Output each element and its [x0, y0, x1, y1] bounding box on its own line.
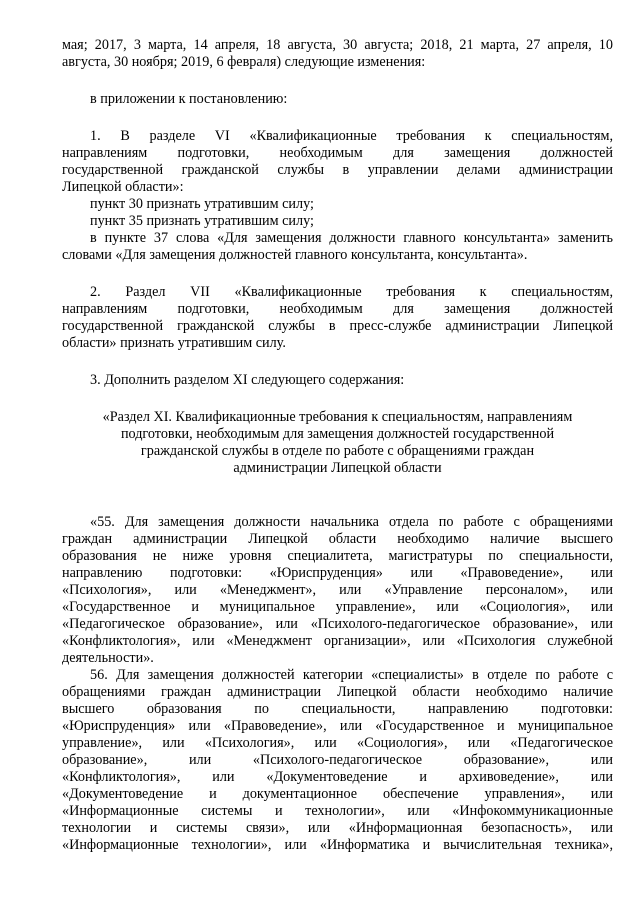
heading-line: подготовки, необходимым для замещения должностей государственной: [120, 426, 555, 442]
text-line: 56. Для замещения должностей категории «специалисты» в отделе по работе с: [90, 667, 613, 683]
text-line: «Информационные технологии», или «Информатика и вычислительная техника»,: [62, 837, 613, 853]
appendix-line: в приложении к постановлению:: [90, 91, 288, 107]
text-line: «55. Для замещения должности начальника отдела по работе с обращениями: [90, 514, 613, 530]
text-line: «Педагогическое образование», или «Психолого-педагогическое образование», или: [62, 616, 613, 632]
text-line: области» признать утратившим силу.: [62, 335, 286, 351]
spacer: [62, 264, 613, 284]
text-line: государственной гражданской службы в управлении делами администрации: [62, 162, 613, 178]
text-line: технологии и системы связи», или «Информационная безопасность», или: [62, 820, 613, 836]
text-line: «Информационные системы и технологии», или «Инфокоммуникационные: [62, 803, 613, 819]
subitem-line: пункт 30 признать утратившим силу;: [90, 196, 314, 212]
heading-line: гражданской службы в отделе по работе с обращениями граждан: [140, 443, 535, 459]
text-line: «Психология», или «Менеджмент», или «Управление персоналом», или: [62, 582, 613, 598]
section-heading: [62, 409, 613, 477]
heading-line: «Раздел XI. Квалификационные требования к специальностям, направлениям: [102, 409, 573, 425]
intro-paragraph: [62, 37, 613, 71]
text-line: обращениями граждан администрации Липецкой области необходимо наличие: [62, 684, 613, 700]
text-line: «Конфликтология», или «Документоведение и архивоведение», или: [62, 769, 613, 785]
text-line: августа, 30 ноября; 2019, 6 февраля) следующие изменения:: [62, 54, 426, 70]
subitem-line: в пункте 37 слова «Для замещения должности главного консультанта» заменить: [90, 230, 613, 246]
text-line: образование», или «Психолого-педагогическое образование», или: [62, 752, 613, 768]
text-line: мая; 2017, 3 марта, 14 апреля, 18 августа, 30 августа; 2018, 21 марта, 27 апреля, 10: [62, 37, 613, 53]
item-1: [62, 128, 613, 264]
text-line: направлениям подготовки, необходимым для замещения должностей: [62, 145, 613, 161]
text-line: направлению подготовки: «Юриспруденция» или «Правоведение», или: [62, 565, 613, 581]
paragraph-55: [62, 514, 613, 667]
spacer: [62, 389, 613, 409]
spacer: [62, 71, 613, 91]
text-line: «Конфликтология», или «Менеджмент организации», или «Психология служебной: [62, 633, 613, 649]
spacer: [62, 477, 613, 514]
text-line: государственной гражданской службы в пресс-службе администрации Липецкой: [62, 318, 613, 334]
text-line: деятельности».: [62, 650, 154, 666]
text-line: 1. В разделе VI «Квалификационные требования к специальностям,: [90, 128, 613, 144]
text-line: граждан администрации Липецкой области необходимо наличие высшего: [62, 531, 613, 547]
spacer: [62, 108, 613, 128]
text-line: образования не ниже уровня специалитета, магистратуры по специальности,: [62, 548, 613, 564]
text-line: «Документоведение и документационное обеспечение управления», или: [62, 786, 613, 802]
subitem-line: словами «Для замещения должностей главного консультанта, консультанта».: [62, 247, 528, 263]
heading-line: администрации Липецкой области: [233, 460, 442, 476]
text-line: управление», или «Психология», или «Социология», или «Педагогическое: [62, 735, 613, 751]
item-2: [62, 284, 613, 352]
text-line: «Юриспруденция» или «Правоведение», или «Государственное и муниципальное: [62, 718, 613, 734]
spacer: [62, 352, 613, 372]
text-line: Липецкой области»:: [62, 179, 184, 195]
subitem-line: пункт 35 признать утратившим силу;: [90, 213, 314, 229]
paragraph-56: [62, 667, 613, 854]
text-line: «Государственное и муниципальное управление», или «Социология», или: [62, 599, 613, 615]
text-line: направлениям подготовки, необходимым для замещения должностей: [62, 301, 613, 317]
text-line: высшего образования по специальности, направлению подготовки:: [62, 701, 613, 717]
text-line: 2. Раздел VII «Квалификационные требования к специальностям,: [90, 284, 613, 300]
item-3: 3. Дополнить разделом XI следующего содержания:: [90, 372, 405, 388]
